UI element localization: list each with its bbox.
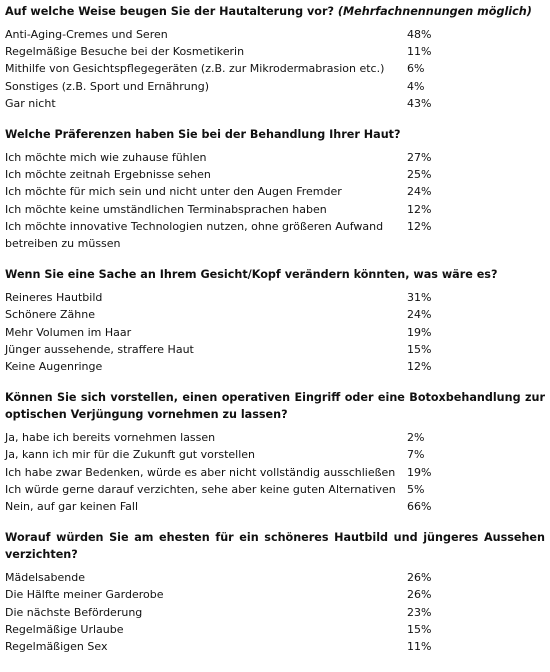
answer-row [5, 149, 545, 166]
survey-section-surgery-botox [5, 389, 545, 515]
answer-row [5, 289, 545, 306]
answer-row [5, 498, 545, 515]
answer-percent: 11% [407, 640, 432, 654]
question-text: Worauf würden Sie am ehesten für ein schöneres Hautbild und jüngeres Aussehen verzichten? [5, 531, 545, 562]
answer-row [5, 95, 545, 112]
answer-row [5, 446, 545, 463]
answer-label: Regelmäßigen Sex [5, 640, 108, 654]
question-heading [5, 389, 545, 423]
answer-percent: 2% [407, 431, 425, 445]
answer-row [5, 201, 545, 218]
answer-percent: 26% [407, 588, 432, 602]
answer-percent: 11% [407, 45, 432, 59]
answer-row [5, 183, 545, 200]
answer-row [5, 78, 545, 95]
survey-section-treatment-preferences [5, 126, 545, 252]
answer-row [5, 358, 545, 375]
answer-percent: 25% [407, 168, 432, 182]
answer-label: Mädelsabende [5, 571, 85, 585]
answer-percent: 23% [407, 605, 432, 619]
answer-percent: 66% [407, 500, 432, 514]
answer-label: Mehr Volumen im Haar [5, 325, 132, 339]
answer-row [5, 43, 545, 60]
answer-percent: 27% [407, 151, 432, 165]
answer-label: Keine Augenringe [5, 360, 103, 374]
answer-row [5, 569, 545, 586]
answer-label: Die Hälfte meiner Garderobe [5, 588, 164, 602]
question-text: Auf welche Weise beugen Sie der Hautalterung vor? [5, 5, 335, 18]
answer-list [5, 569, 545, 655]
answer-list [5, 26, 545, 112]
question-heading [5, 3, 545, 20]
answer-label: Anti-Aging-Cremes und Seren [5, 28, 168, 41]
answer-label: Sonstiges (z.B. Sport und Ernährung) [5, 79, 210, 93]
answer-list [5, 429, 545, 515]
answer-label: Ich möchte keine umständlichen Terminabsprachen haben [5, 202, 327, 216]
answer-percent: 4% [407, 79, 425, 93]
answer-label: Die nächste Beförderung [5, 605, 143, 619]
answer-row [5, 464, 545, 481]
answer-row [5, 586, 545, 603]
question-heading [5, 126, 545, 143]
question-text: Können Sie sich vorstellen, einen operativen Eingriff oder eine Botoxbehandlung zur optischen Verjüngung vornehmen zu lassen? [5, 391, 545, 422]
answer-row [5, 26, 545, 43]
section-spacer [5, 515, 545, 529]
answer-row [5, 604, 545, 621]
answer-percent: 15% [407, 342, 432, 356]
answer-list [5, 149, 545, 252]
answer-label: Regelmäßige Besuche bei der Kosmetikerin [5, 45, 245, 59]
answer-percent: 5% [407, 482, 425, 496]
answer-row [5, 218, 545, 252]
answer-label: Ich habe zwar Bedenken, würde es aber nicht vollständig ausschließen [5, 465, 396, 479]
answer-label: Ja, habe ich bereits vornehmen lassen [5, 431, 216, 445]
answer-percent: 24% [407, 185, 432, 199]
answer-row [5, 481, 545, 498]
answer-label: Ich möchte mich wie zuhause fühlen [5, 151, 207, 165]
survey-document [5, 3, 545, 655]
answer-label: Mithilfe von Gesichtspflegegeräten (z.B. zur Mikrodermabrasion etc.) [5, 62, 385, 76]
section-spacer [5, 375, 545, 389]
answer-row [5, 638, 545, 655]
question-note: (Mehrfachnennungen möglich) [337, 5, 532, 18]
answer-label: Gar nicht [5, 96, 56, 110]
answer-percent: 19% [407, 465, 432, 479]
answer-percent: 6% [407, 62, 425, 76]
survey-section-sacrifice [5, 529, 545, 655]
answer-label: Jünger aussehende, straffere Haut [5, 342, 194, 356]
answer-percent: 7% [407, 448, 425, 462]
answer-label: Ich würde gerne darauf verzichten, sehe aber keine guten Alternativen [5, 482, 396, 496]
answer-row [5, 621, 545, 638]
question-heading [5, 529, 545, 563]
question-text: Welche Präferenzen haben Sie bei der Behandlung Ihrer Haut? [5, 128, 401, 142]
question-heading [5, 266, 545, 283]
answer-label: Schönere Zähne [5, 308, 96, 322]
answer-percent: 12% [407, 202, 432, 216]
answer-row [5, 166, 545, 183]
answer-row [5, 429, 545, 446]
answer-percent: 12% [407, 219, 432, 233]
survey-section-face-change [5, 266, 545, 375]
answer-row [5, 60, 545, 77]
answer-row [5, 341, 545, 358]
survey-section-skin-aging [5, 3, 545, 112]
answer-label: Nein, auf gar keinen Fall [5, 500, 139, 514]
answer-percent: 48% [407, 28, 432, 41]
answer-percent: 19% [407, 325, 432, 339]
answer-label: Ich möchte zeitnah Ergebnisse sehen [5, 168, 211, 182]
answer-label: Ich möchte innovative Technologien nutzen, ohne größeren Aufwand betreiben zu müssen [5, 219, 384, 251]
answer-percent: 43% [407, 96, 432, 110]
answer-row [5, 306, 545, 323]
section-spacer [5, 112, 545, 126]
answer-label: Ich möchte für mich sein und nicht unter den Augen Fremder [5, 185, 342, 199]
answer-list [5, 289, 545, 375]
answer-percent: 31% [407, 291, 432, 305]
answer-row [5, 324, 545, 341]
answer-percent: 26% [407, 571, 432, 585]
answer-percent: 24% [407, 308, 432, 322]
answer-percent: 15% [407, 622, 432, 636]
question-text: Wenn Sie eine Sache an Ihrem Gesicht/Kopf verändern könnten, was wäre es? [5, 268, 498, 282]
answer-label: Reineres Hautbild [5, 291, 103, 305]
section-spacer [5, 252, 545, 266]
answer-label: Regelmäßige Urlaube [5, 622, 124, 636]
answer-percent: 12% [407, 360, 432, 374]
answer-label: Ja, kann ich mir für die Zukunft gut vorstellen [5, 448, 256, 462]
